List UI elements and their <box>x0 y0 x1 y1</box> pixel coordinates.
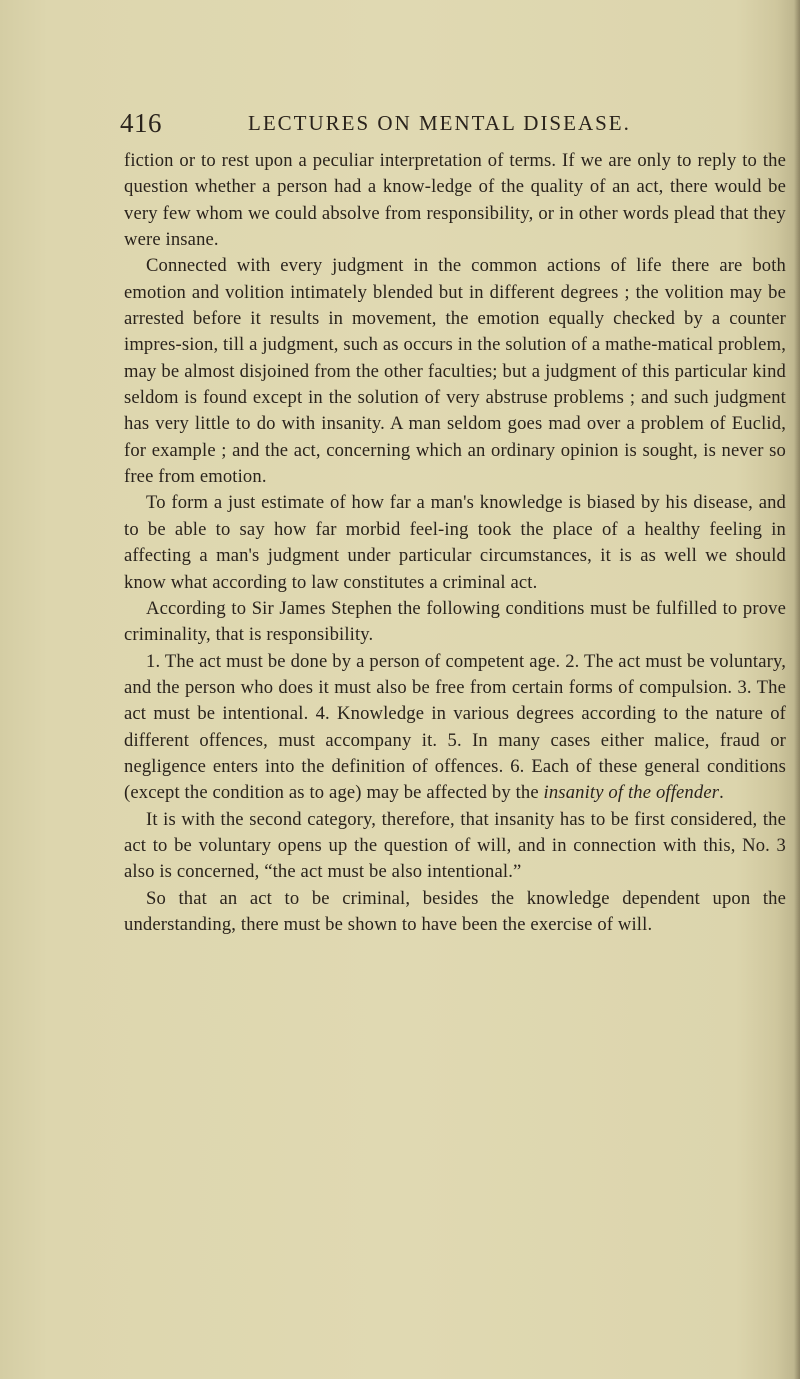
body-text <box>124 148 786 938</box>
paragraph-conditions <box>124 649 786 807</box>
conditions-italic: insanity of the offender <box>543 782 720 804</box>
paragraph-stephen: According to Sir James Stephen the following conditions must be fulfilled to prove criminality, that is responsibility. <box>124 597 786 646</box>
conditions-end: . <box>719 782 724 804</box>
page-header <box>120 108 790 142</box>
paragraph-judgment: Connected with every judgment in the common actions of life there are both emotion and volition intimately blended but in different degrees ; the volition may be arrested before it results in movement, the emotion equally checked by a counter impres-sion, till a judgment, such as occurs in the solution of a mathe-matical problem, may be almost disjoined from the other faculties; but a judgment of this particular kind seldom is found except in the solution of very abstruse problems ; and such judgment has very little to do with insanity. A man seldom goes mad over a problem of Euclid, for example ; and the act, concerning which an ordinary opinion is sought, is never so free from emotion. <box>124 255 786 488</box>
paragraph-second-category: It is with the second category, therefore, that insanity has to be first considered, the act to be voluntary opens up the question of will, and in connection with this, No. 3 also is concerned, “the act must be also intentional.” <box>124 808 786 883</box>
page-number: 416 <box>120 108 162 138</box>
paragraph-estimate: To form a just estimate of how far a man's knowledge is biased by his disease, and to be able to say how far morbid feel-ing took the place of a healthy feeling in affecting a man's judgment under particular circumstances, it is as well we should know what according to law constitutes a criminal act. <box>124 492 786 593</box>
paragraph-continued: fiction or to rest upon a peculiar interpretation of terms. If we are only to reply to the question whether a person had a know-ledge of the quality of an act, there would be very few whom we could absolve from responsibility, or in other words plead that they were insane. <box>124 150 786 251</box>
conditions-text: 1. The act must be done by a person of competent age. 2. The act must be voluntary, and the person who does it must also be free from certain forms of compulsion. 3. The act must be intentional. 4. Knowledge in various degrees according to the nature of different offences, must accompany it. 5. In many cases either malice, fraud or negligence enters into the definition of offences. 6. Each of these general conditions (except the condition as to age) may be affected by the <box>124 650 786 804</box>
paragraph-conclusion: So that an act to be criminal, besides the knowledge dependent upon the understanding, there must be shown to have been the exercise of will. <box>124 887 786 935</box>
running-head: LECTURES ON MENTAL DISEASE. <box>248 111 631 135</box>
